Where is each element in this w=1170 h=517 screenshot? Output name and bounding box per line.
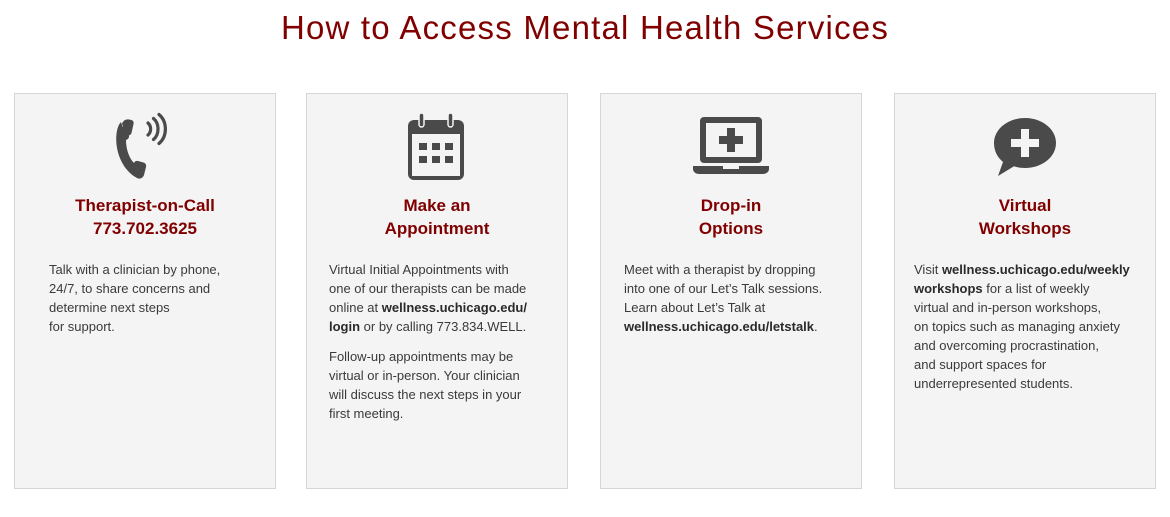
card-virtual-workshops bbox=[894, 93, 1156, 489]
text-line: underrepresented students. bbox=[914, 376, 1073, 391]
weekly-workshops-link[interactable]: workshops bbox=[914, 281, 983, 296]
text-line: virtual or in-person. Your clinician bbox=[329, 368, 520, 383]
letstalk-link[interactable]: wellness.uchicago.edu/letstalk bbox=[624, 319, 815, 334]
text-line: Visit bbox=[914, 262, 942, 277]
text-line: Meet with a therapist by dropping bbox=[624, 262, 816, 277]
appointment-login-link[interactable]: login bbox=[329, 319, 361, 334]
text-line: first meeting. bbox=[329, 406, 404, 421]
appointment-login-link[interactable]: wellness.uchicago.edu/ bbox=[381, 300, 527, 315]
heading-line: Drop-in bbox=[700, 196, 762, 215]
text-line: 24/7, to share concerns and bbox=[49, 281, 211, 296]
laptop-medical-icon bbox=[601, 112, 861, 182]
card-heading bbox=[601, 194, 861, 240]
text-line: Talk with a clinician by phone, bbox=[49, 262, 221, 277]
chat-bubble-plus-icon bbox=[895, 112, 1155, 182]
text-line: Learn about Let’s Talk at bbox=[624, 300, 766, 315]
card-drop-in-options bbox=[600, 93, 862, 489]
heading-line: Virtual bbox=[998, 196, 1052, 215]
heading-line: Appointment bbox=[384, 219, 490, 238]
card-make-appointment bbox=[306, 93, 568, 489]
weekly-workshops-link[interactable]: wellness.uchicago.edu/weekly bbox=[941, 262, 1130, 277]
text-line: . bbox=[814, 319, 818, 334]
card-heading bbox=[895, 194, 1155, 240]
heading-line: Make an bbox=[403, 196, 471, 215]
text-line: will discuss the next steps in your bbox=[329, 387, 522, 402]
text-line: online at bbox=[329, 300, 382, 315]
text-line: and support spaces for bbox=[914, 357, 1047, 372]
text-line: for support. bbox=[49, 319, 115, 334]
calendar-icon bbox=[307, 112, 567, 182]
text-line: or by calling 773.834.WELL. bbox=[360, 319, 527, 334]
text-line: one of our therapists can be made bbox=[329, 281, 527, 296]
heading-line: Workshops bbox=[978, 219, 1072, 238]
card-heading bbox=[307, 194, 567, 240]
heading-phone-number[interactable]: 773.702.3625 bbox=[93, 219, 197, 238]
card-description bbox=[329, 260, 557, 434]
text-line: Virtual Initial Appointments with bbox=[329, 262, 509, 277]
card-description bbox=[624, 260, 854, 347]
page-title: How to Access Mental Health Services bbox=[280, 9, 890, 46]
phone-icon bbox=[15, 112, 275, 182]
card-heading bbox=[15, 194, 275, 240]
text-line: and overcoming procrastination, bbox=[914, 338, 1099, 353]
text-line: on topics such as managing anxiety bbox=[914, 319, 1120, 334]
text-line: Follow-up appointments may be bbox=[329, 349, 514, 364]
text-line: determine next steps bbox=[49, 300, 170, 315]
text-line: for a list of weekly bbox=[982, 281, 1090, 296]
card-description bbox=[914, 260, 1154, 404]
heading-line: Options bbox=[698, 219, 764, 238]
text-line: into one of our Let’s Talk sessions. bbox=[624, 281, 823, 296]
card-therapist-on-call bbox=[14, 93, 276, 489]
text-line: virtual and in-person workshops, bbox=[914, 300, 1102, 315]
card-description bbox=[49, 260, 259, 347]
heading-title: Therapist-on-Call bbox=[75, 196, 215, 215]
